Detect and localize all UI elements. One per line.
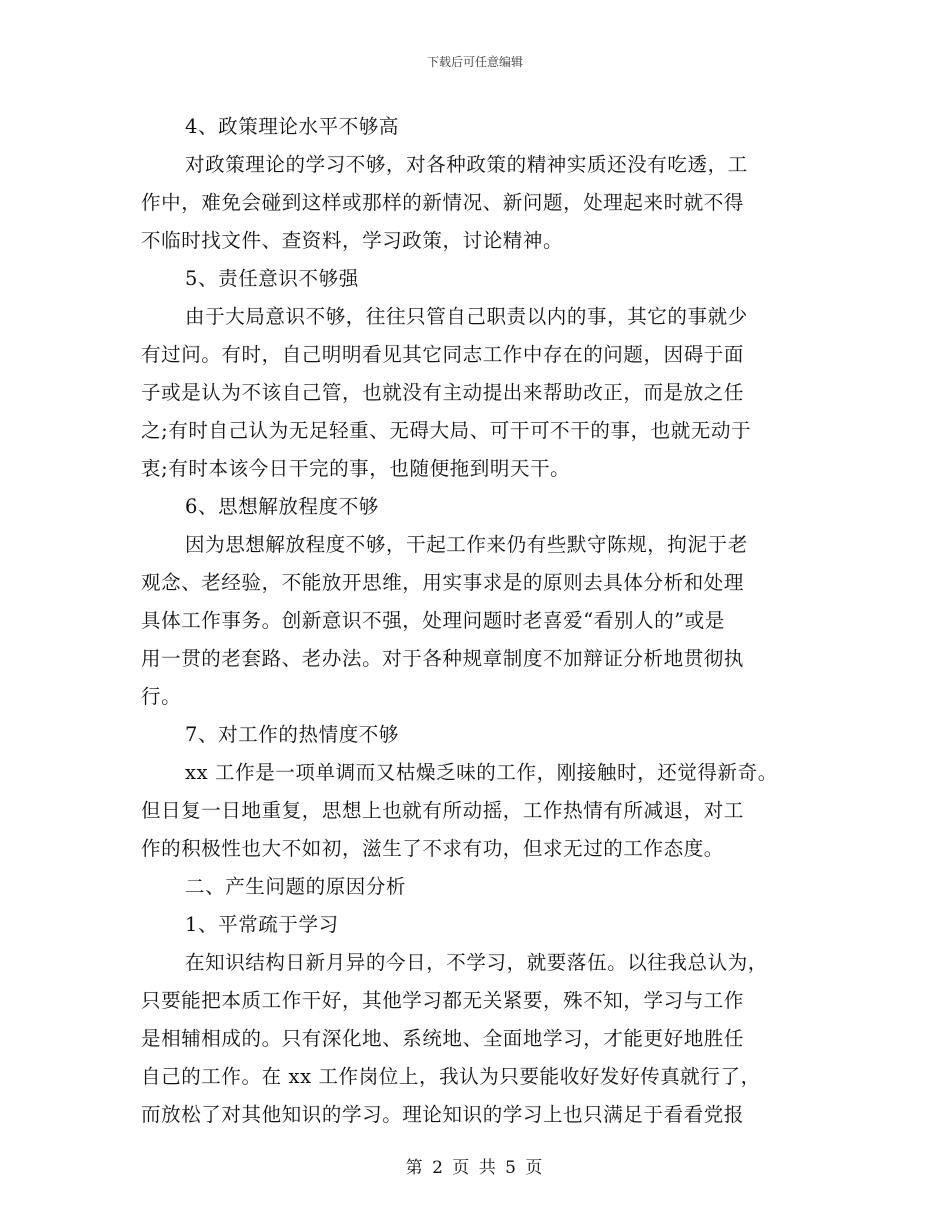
text-line: 衷;有时本该今日干完的事，也随便拖到明天干。 [141, 457, 571, 480]
text-line: 之;有时自己认为无足轻重、无碍大局、可干可不干的事，也就无动于 [141, 419, 752, 442]
text-line: 行。 [141, 685, 182, 708]
text-line: 只要能把本质工作干好，其他学习都无关紧要，殊不知，学习与工作 [141, 989, 745, 1012]
text-line: xx 工作是一项单调而又枯燥乏味的工作，刚接触时，还觉得新奇。 [185, 761, 778, 784]
text-line: 对政策理论的学习不够，对各种政策的精神实质还没有吃透，工 [185, 153, 748, 176]
page-header: 下载后可任意编辑 [426, 55, 523, 69]
text-line: 7、对工作的热情度不够 [185, 723, 400, 746]
text-line: 作中，难免会碰到这样或那样的新情况、新问题，处理起来时就不得 [141, 191, 745, 214]
text-line: 观念、老经验，不能放开思维，用实事求是的原则去具体分析和处理 [141, 571, 745, 594]
text-line: 有过问。有时，自己明明看见其它同志工作中存在的问题，因碍于面 [141, 343, 745, 366]
text-line: 用一贯的老套路、老办法。对于各种规章制度不加辩证分析地贯彻执 [141, 647, 745, 670]
text-line: 6、思想解放程度不够 [185, 495, 379, 518]
text-line: 1、平常疏于学习 [185, 913, 339, 936]
text-line: 但日复一日地重复，思想上也就有所动摇，工作热情有所减退，对工 [141, 799, 745, 822]
text-line: 由于大局意识不够，往往只管自己职责以内的事，其它的事就少 [185, 305, 748, 328]
text-line: 是相辅相成的。只有深化地、系统地、全面地学习，才能更好地胜任 [141, 1027, 745, 1050]
document-body [141, 108, 813, 1134]
text-line: 4、政策理论水平不够高 [185, 115, 400, 138]
page-footer: 第 2 页 共 5 页 [405, 1158, 545, 1178]
text-line: 因为思想解放程度不够，干起工作来仍有些默守陈规，拘泥于老 [185, 533, 748, 556]
text-line: 子或是认为不该自己管，也就没有主动提出来帮助改正，而是放之任 [141, 381, 745, 404]
text-line: 而放松了对其他知识的学习。理论知识的学习上也只满足于看看党报 [141, 1103, 745, 1126]
text-line: 作的积极性也大不如初，滋生了不求有功，但求无过的工作态度。 [141, 837, 724, 860]
text-line: 具体工作事务。创新意识不强，处理问题时老喜爱“看别人的”或是 [141, 609, 725, 632]
text-line: 二、产生问题的原因分析 [185, 875, 407, 898]
text-line: 自己的工作。在 xx 工作岗位上，我认为只要能收好发好传真就行了， [141, 1065, 761, 1088]
text-line: 在知识结构日新月异的今日，不学习，就要落伍。以往我总认为， [185, 951, 768, 974]
text-line: 不临时找文件、查资料，学习政策，讨论精神。 [141, 229, 564, 252]
text-line: 5、责任意识不够强 [185, 267, 359, 290]
